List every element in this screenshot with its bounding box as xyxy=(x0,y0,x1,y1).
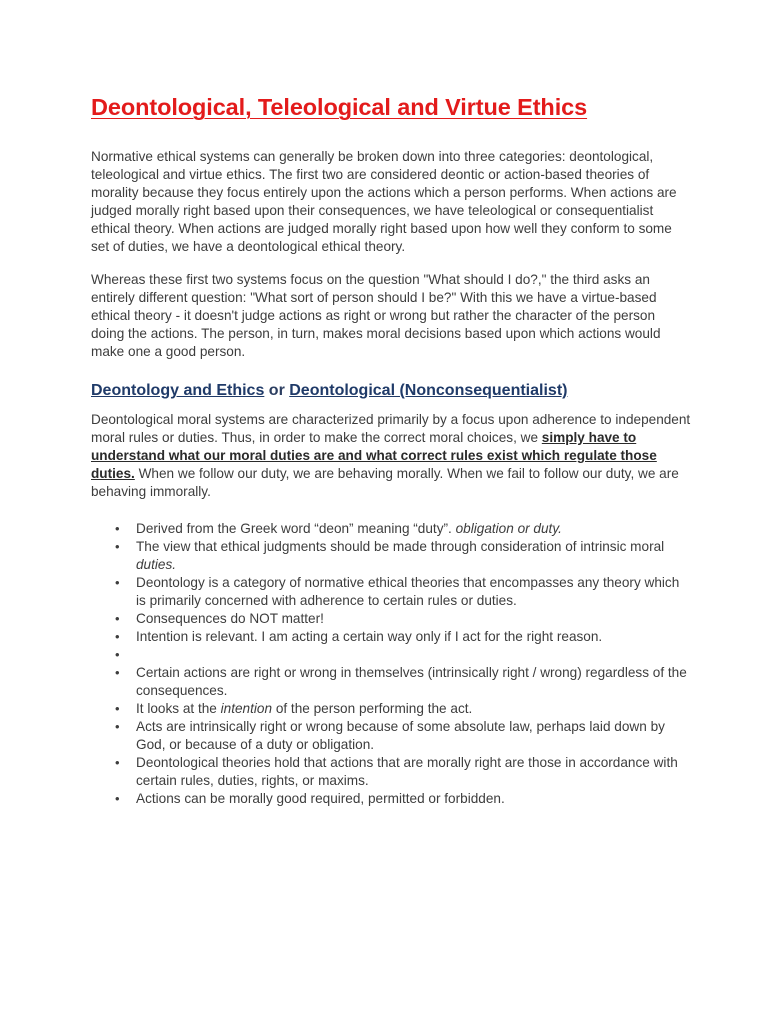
list-item xyxy=(91,664,691,700)
list-item xyxy=(91,790,691,808)
list-item xyxy=(91,718,691,754)
list-item-text: It looks at the xyxy=(136,701,221,716)
bullet-icon: • xyxy=(115,719,120,734)
list-item-empty xyxy=(91,646,691,664)
document-title: Deontological, Teleological and Virtue Ethics xyxy=(91,94,588,120)
intro-paragraph-1: Normative ethical systems can generally be broken down into three categories: deontological, teleological and virtue ethics. The first two are considered deontic or action-based theories of morality because they focus entirely upon the actions which a person performs. When actions are judged morally right based upon their consequences, we have teleological or consequentialist ethical theory. When actions are judged morally right based upon how well they conform to some set of duties, we have a deontological ethical theory. xyxy=(91,149,677,254)
bullet-icon: • xyxy=(115,521,120,536)
list-item xyxy=(91,754,691,790)
document-page xyxy=(91,92,691,808)
list-item xyxy=(91,520,691,538)
list-item-text: Certain actions are right or wrong in themselves (intrinsically right / wrong) regardless of the consequences. xyxy=(136,665,687,698)
deontological-nonconsequentialist-link[interactable]: Deontological (Nonconsequentialist) xyxy=(289,382,568,399)
bullet-icon: • xyxy=(115,611,120,626)
bullet-icon: • xyxy=(115,755,120,770)
list-item xyxy=(91,700,691,718)
deontology-and-ethics-link[interactable]: Deontology and Ethics xyxy=(91,382,265,399)
list-item xyxy=(91,574,691,610)
section-heading xyxy=(91,381,691,401)
list-item xyxy=(91,538,691,574)
list-item-italic: obligation or duty. xyxy=(455,521,562,536)
intro-paragraph-2: Whereas these first two systems focus on the question "What should I do?," the third asks an entirely different question: "What sort of person should I be?" With this we have a virtue-based ethical theory - it doesn't judge actions as right or wrong but rather the character of the person doing the actions. The person, in turn, makes moral decisions based upon which actions would make one a good person. xyxy=(91,272,661,359)
list-item-text: Consequences do NOT matter! xyxy=(136,611,324,626)
list-item-text: The view that ethical judgments should be made through consideration of intrinsic moral xyxy=(136,539,665,554)
list-item xyxy=(91,628,691,646)
bullet-list xyxy=(91,520,691,808)
deontology-paragraph-end: When we follow our duty, we are behaving morally. When we fail to follow our duty, we are behaving immorally. xyxy=(91,466,679,499)
list-item-text: Derived from the Greek word “deon” meaning “duty”. xyxy=(136,521,456,536)
bullet-icon: • xyxy=(115,539,120,554)
list-item-italic: intention xyxy=(220,701,273,716)
list-item-text: Deontology is a category of normative ethical theories that encompasses any theory which is primarily concerned with adherence to certain rules or duties. xyxy=(136,575,680,608)
bullet-icon: • xyxy=(115,647,120,662)
bullet-icon: • xyxy=(115,701,120,716)
list-item-text: Actions can be morally good required, permitted or forbidden. xyxy=(136,791,505,806)
deontology-paragraph xyxy=(91,411,691,501)
list-item-text: Deontological theories hold that actions that are morally right are those in accordance with certain rules, duties, rights, or maxims. xyxy=(136,755,678,788)
list-item xyxy=(91,610,691,628)
deontology-emphasis: simply have to understand what our moral duties are and what correct rules exist which regulate those duties. xyxy=(91,430,657,481)
list-item-italic: duties. xyxy=(136,557,177,572)
list-item-text: Acts are intrinsically right or wrong because of some absolute law, perhaps laid down by God, or because of a duty or obligation. xyxy=(136,719,665,752)
deontology-paragraph-text: Deontological moral systems are characterized primarily by a focus upon adherence to independent moral rules or duties. Thus, in order to make the correct moral choices, we xyxy=(91,412,691,445)
bullet-icon: • xyxy=(115,665,120,680)
bullet-icon: • xyxy=(115,575,120,590)
bullet-icon: • xyxy=(115,629,120,644)
list-item-text-end: of the person performing the act. xyxy=(272,701,473,716)
bullet-icon: • xyxy=(115,791,120,806)
list-item-text: Intention is relevant. I am acting a certain way only if I act for the right reason. xyxy=(136,629,603,644)
heading-connector: or xyxy=(264,382,290,399)
